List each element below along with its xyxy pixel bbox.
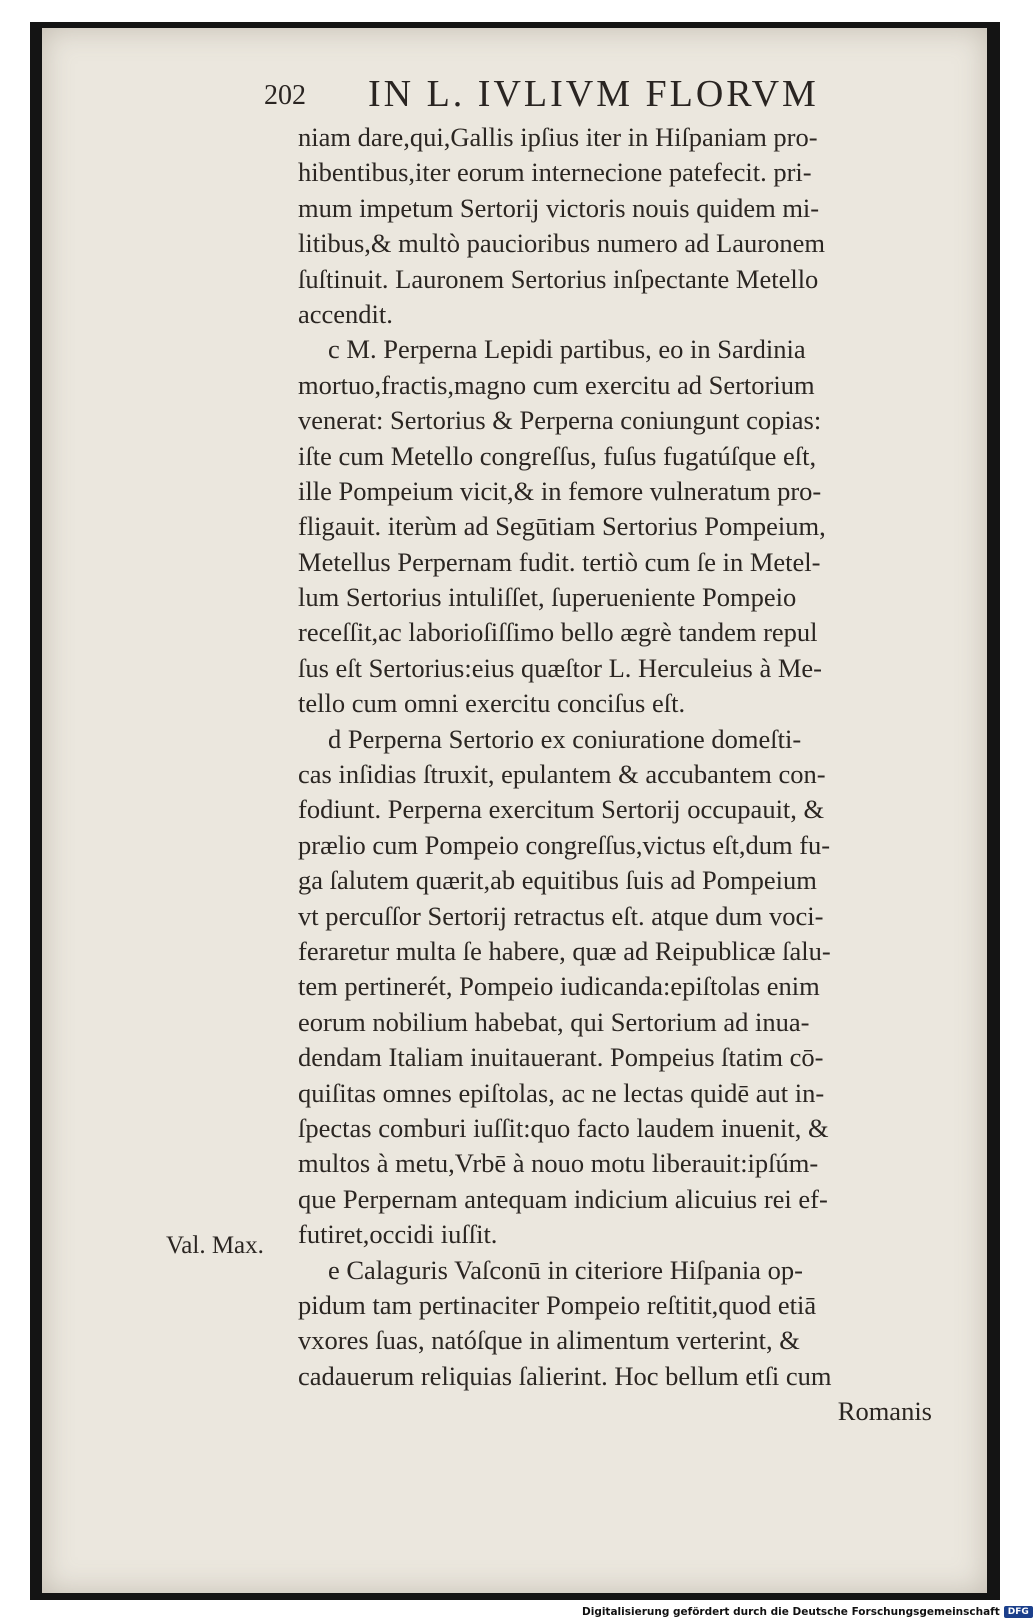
text-line: pidum tam pertinaciter Pompeio reſtitit,quod etiā	[298, 1289, 817, 1320]
text-line: lum Sertorius intuliſſet, ſuperueniente Pompeio	[298, 582, 797, 613]
text-line: mum impetum Sertorij victoris nouis quidem mi-	[298, 192, 820, 223]
text-line: fodiunt. Perperna exercitum Sertorij occupauit, &	[298, 794, 825, 825]
text-line: ga ſalutem quærit,ab equitibus ſuis ad Pompeium	[298, 865, 817, 896]
text-line: hibentibus,iter eorum internecione patefecit. pri-	[298, 157, 812, 188]
text-line: iſte cum Metello congreſſus, fuſus fugatúſque eſt,	[298, 440, 817, 471]
paragraph-start-line: c M. Perperna Lepidi partibus, eo in Sardinia	[328, 334, 806, 365]
text-line: venerat: Sertorius & Perperna coniungunt copias:	[298, 405, 822, 436]
text-line: ille Pompeium vicit,& in femore vulneratum pro-	[298, 475, 822, 506]
text-line: ſuſtinuit. Lauronem Sertorius inſpectante Metello	[298, 263, 819, 294]
text-line: litibus,& multò paucioribus numero ad Lauronem	[298, 228, 825, 259]
text-line: futiret,occidi iuſſit.	[298, 1219, 498, 1250]
text-line: cas inſidias ſtruxit, epulantem & accubantem con-	[298, 759, 826, 790]
running-head	[264, 72, 904, 124]
digitization-footer	[582, 1601, 1029, 1623]
text-line: tello cum omni exercitu conciſus eſt.	[298, 688, 686, 719]
paragraph-start-line: e Calaguris Vaſconū in citeriore Hiſpania op-	[328, 1254, 803, 1285]
text-line: niam dare,qui,Gallis ipſius iter in Hiſpaniam pro-	[298, 122, 818, 152]
text-line: tem pertinerét, Pompeio iudicanda:epiſtolas enim	[298, 971, 820, 1002]
text-line: dendam Italiam inuitauerant. Pompeius ſtatim cō-	[298, 1042, 824, 1073]
text-line: ſus eſt Sertorius:eius quæſtor L. Herculeius à Me-	[298, 652, 823, 683]
text-line: eorum nobilium habebat, qui Sertorium ad inua-	[298, 1006, 810, 1037]
text-line: que Perpernam antequam indicium alicuius rei ef-	[298, 1183, 828, 1214]
text-line: feraretur multa ſe habere, quæ ad Reipublicæ ſalu-	[298, 935, 831, 966]
page-number: 202	[264, 80, 306, 111]
text-line: cadauerum reliquias ſalierint. Hoc bellum etſi cum	[298, 1360, 832, 1391]
margin-note: Val. Max.	[166, 1232, 264, 1259]
body-text	[298, 120, 950, 1429]
dfg-logo: DFG	[1004, 1606, 1033, 1618]
footer-credit: Digitalisierung gefördert durch die Deutsche Forschungsgemeinschaft	[582, 1606, 1000, 1618]
text-line: multos à metu,Vrbē à nouo motu liberauit:ipſúm-	[298, 1148, 819, 1179]
running-title: IN L. IVLIVM FLORVM	[368, 73, 819, 115]
text-line: ſpectas comburi iuſſit:quo facto laudem inuenit, &	[298, 1112, 829, 1143]
text-line: prælio cum Pompeio congreſſus,victus eſt,dum fu-	[298, 829, 831, 860]
text-line: mortuo,fractis,magno cum exercitu ad Sertorium	[298, 369, 815, 400]
text-line: quiſitas omnes epiſtolas, ac ne lectas quidē aut in-	[298, 1077, 825, 1108]
text-line: receſſit,ac laborioſiſſimo bello ægrè tandem repul	[298, 617, 818, 648]
text-line: accendit.	[298, 298, 393, 329]
text-line: vt percuſſor Sertorij retractus eſt. atque dum voci-	[298, 900, 824, 931]
paragraph-start-line: d Perperna Sertorio ex coniuratione domeſti-	[328, 723, 802, 754]
text-line: Metellus Perpernam fudit. tertiò cum ſe in Metel-	[298, 546, 821, 577]
text-line: vxores ſuas, natóſque in alimentum verterint, &	[298, 1325, 800, 1356]
catchword: Romanis	[837, 1396, 932, 1427]
text-line: fligauit. iterùm ad Segūtiam Sertorius Pompeium,	[298, 511, 826, 542]
